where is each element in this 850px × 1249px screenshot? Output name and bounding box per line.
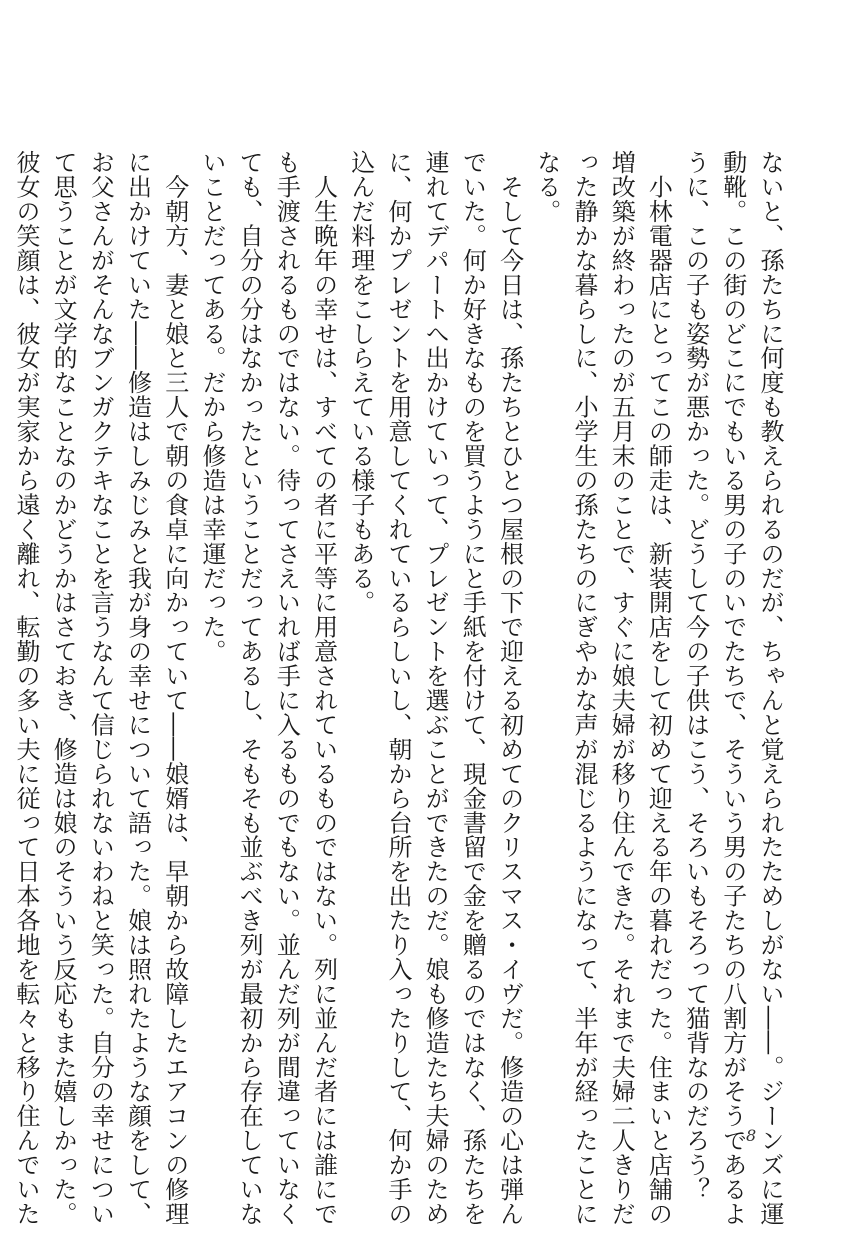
text-line: も手渡されるものではない。待ってさえいれば手に入るものでもない。並んだ列が間違っていなく — [272, 150, 301, 1226]
text-line: そして今日は、孫たちとひとつ屋根の下で迎える初めてのクリスマス・イヴだ。修造の心は弾ん — [495, 150, 524, 1226]
text-line: に、何かプレゼントを用意してくれているらしいし、朝から台所を出たり入ったりして、何か手の — [383, 150, 412, 1226]
text-line: でいた。何か好きなものを買うようにと手紙を付けて、現金書留で金を贈るのではなく、孫たちを — [458, 150, 487, 1226]
text-line: ないと、孫たちに何度も教えられるのだが、ちゃんと覚えられたためしがない――。ジーンズに運 — [756, 150, 784, 1226]
text-line: なる。 — [532, 150, 561, 224]
vertical-text-body — [11, 150, 788, 1226]
text-line: 増改築が終わったのが五月末のことで、すぐに娘夫婦が移り住んできた。それまで夫婦二人きりだ — [607, 150, 636, 1226]
text-line: 今朝方、妻と娘と三人で朝の食卓に向かっていて――娘婿は、早朝から故障したエアコンの修理 — [160, 150, 189, 1226]
text-line: 彼女の笑顔は、彼女が実家から遠く離れ、転勤の多い夫に従って日本各地を転々と移り住んでいた — [11, 150, 40, 1226]
text-line: 動靴。この街のどこにでもいる男の子のいでたちで、そういう男の子たちの八割方がそうであるよ — [718, 150, 747, 1226]
text-line: 込んだ料理をこしらえている様子もある。 — [346, 150, 375, 615]
text-line: 小林電器店にとってこの師走は、新装開店をして初めて迎える年の暮れだった。住まいと店舗の — [644, 150, 673, 1226]
text-line: て思うことが文学的なことなのかどうかはさておき、修造は娘のそういう反応もまた嬉しかった。 — [49, 150, 78, 1226]
text-line: お父さんがそんなブンガクテキなことを言うなんて信じられないわねと笑った。自分の幸せについ — [86, 150, 115, 1226]
text-line: ても、自分の分はなかったということだってあるし、そもそも並ぶべき列が最初から存在していな — [235, 150, 264, 1226]
text-line: 人生晩年の幸せは、すべての者に平等に用意されているものではない。列に並んだ者には誰にで — [309, 150, 338, 1226]
text-line: いことだってある。だから修造は幸運だった。 — [197, 150, 226, 664]
text-line: った静かな暮らしに、小学生の孫たちのにぎやかな声が混じるようになって、半年が経ったことに — [569, 150, 598, 1226]
text-line: うに、この子も姿勢が悪かった。どうして今の子供はこう、そろいもそろって猫背なのだろう？ — [681, 150, 710, 1202]
page-number: 8 — [746, 1126, 757, 1145]
text-line: 連れてデパートへ出かけていって、プレゼントを選ぶことができたのだ。娘も修造たち夫婦のため — [421, 150, 450, 1226]
text-line: に出かけていた――修造はしみじみと我が身の幸せについて語った。娘は照れたような顔をして、 — [123, 150, 152, 1226]
